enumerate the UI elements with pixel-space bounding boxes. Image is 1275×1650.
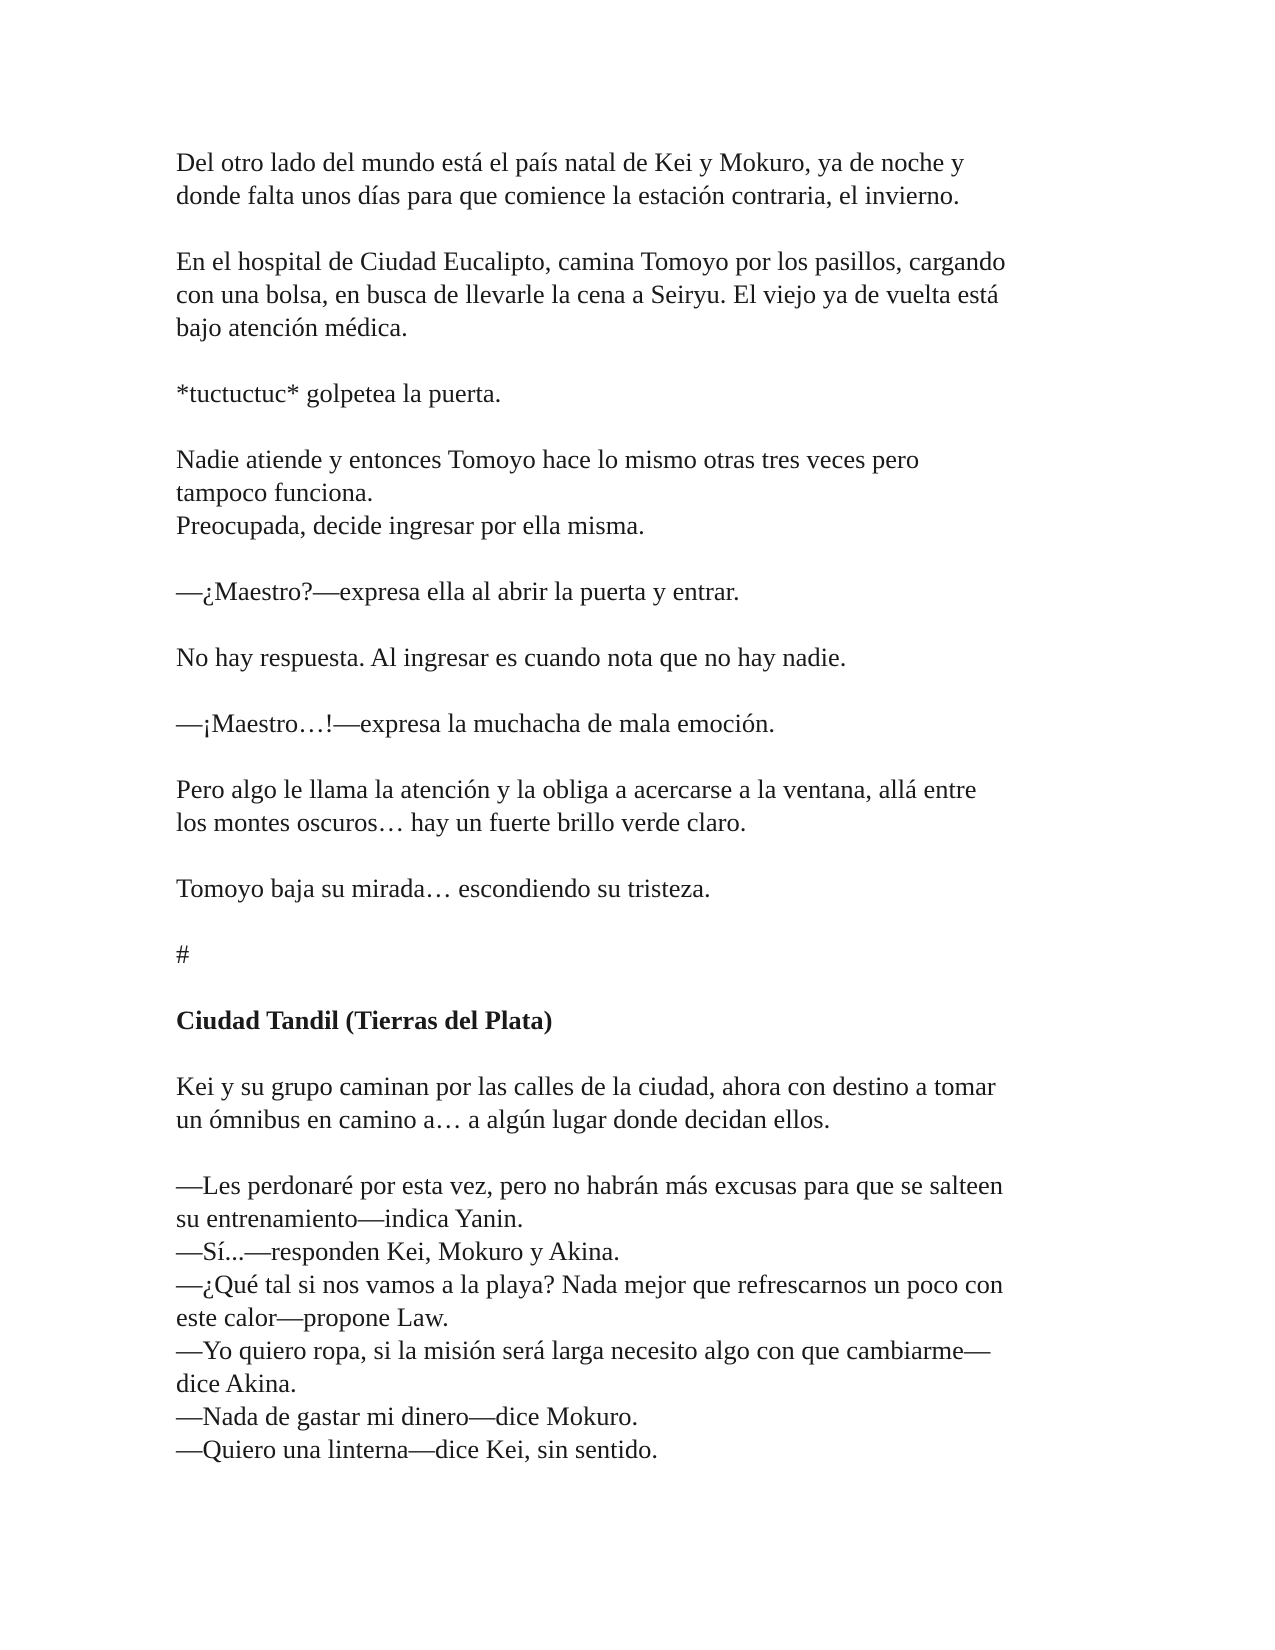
- text-line: un ómnibus en camino a… a algún lugar donde decidan ellos.: [176, 1104, 831, 1134]
- paragraph: [176, 575, 1116, 608]
- text-line: —Sí...—responden Kei, Mokuro y Akina.: [176, 1236, 620, 1266]
- text-line: Kei y su grupo caminan por las calles de la ciudad, ahora con destino a tomar: [176, 1071, 996, 1101]
- paragraph: [176, 443, 1116, 542]
- text-line: Ciudad Tandil (Tierras del Plata): [176, 1005, 553, 1035]
- paragraph: [176, 707, 1116, 740]
- paragraph: [176, 641, 1116, 674]
- text-line: Del otro lado del mundo está el país natal de Kei y Mokuro, ya de noche y: [176, 147, 965, 177]
- paragraph: [176, 377, 1116, 410]
- paragraph: [176, 872, 1116, 905]
- text-line: Nadie atiende y entonces Tomoyo hace lo mismo otras tres veces pero: [176, 444, 920, 474]
- text-line: —Nada de gastar mi dinero—dice Mokuro.: [176, 1401, 639, 1431]
- paragraph: [176, 938, 1116, 971]
- paragraph: [176, 1169, 1116, 1466]
- paragraph: [176, 146, 1116, 212]
- text-line: donde falta unos días para que comience la estación contraria, el invierno.: [176, 180, 960, 210]
- text-line: —¡Maestro…!—expresa la muchacha de mala emoción.: [176, 708, 775, 738]
- text-line: —¿Maestro?—expresa ella al abrir la puerta y entrar.: [176, 576, 740, 606]
- text-line: #: [176, 939, 190, 969]
- text-line: Pero algo le llama la atención y la obliga a acercarse a la ventana, allá entre: [176, 774, 977, 804]
- text-line: Preocupada, decide ingresar por ella misma.: [176, 510, 645, 540]
- text-line: su entrenamiento—indica Yanin.: [176, 1203, 524, 1233]
- text-line: —Yo quiero ropa, si la misión será larga necesito algo con que cambiarme—: [176, 1335, 991, 1365]
- document-page: [176, 146, 1116, 1499]
- paragraph: [176, 1070, 1116, 1136]
- paragraph: [176, 773, 1116, 839]
- text-line: No hay respuesta. Al ingresar es cuando nota que no hay nadie.: [176, 642, 847, 672]
- text-line: —Les perdonaré por esta vez, pero no habrán más excusas para que se salteen: [176, 1170, 1004, 1200]
- text-line: este calor—propone Law.: [176, 1302, 449, 1332]
- text-line: —¿Qué tal si nos vamos a la playa? Nada mejor que refrescarnos un poco con: [176, 1269, 1004, 1299]
- text-line: bajo atención médica.: [176, 312, 408, 342]
- text-line: con una bolsa, en busca de llevarle la cena a Seiryu. El viejo ya de vuelta está: [176, 279, 999, 309]
- text-line: Tomoyo baja su mirada… escondiendo su tristeza.: [176, 873, 711, 903]
- text-line: *tuctuctuc* golpetea la puerta.: [176, 378, 502, 408]
- text-line: En el hospital de Ciudad Eucalipto, camina Tomoyo por los pasillos, cargando: [176, 246, 1006, 276]
- paragraph: [176, 245, 1116, 344]
- text-line: —Quiero una linterna—dice Kei, sin sentido.: [176, 1434, 659, 1464]
- text-line: tampoco funciona.: [176, 477, 374, 507]
- text-line: dice Akina.: [176, 1368, 297, 1398]
- text-line: los montes oscuros… hay un fuerte brillo verde claro.: [176, 807, 747, 837]
- section-heading: [176, 1004, 1116, 1037]
